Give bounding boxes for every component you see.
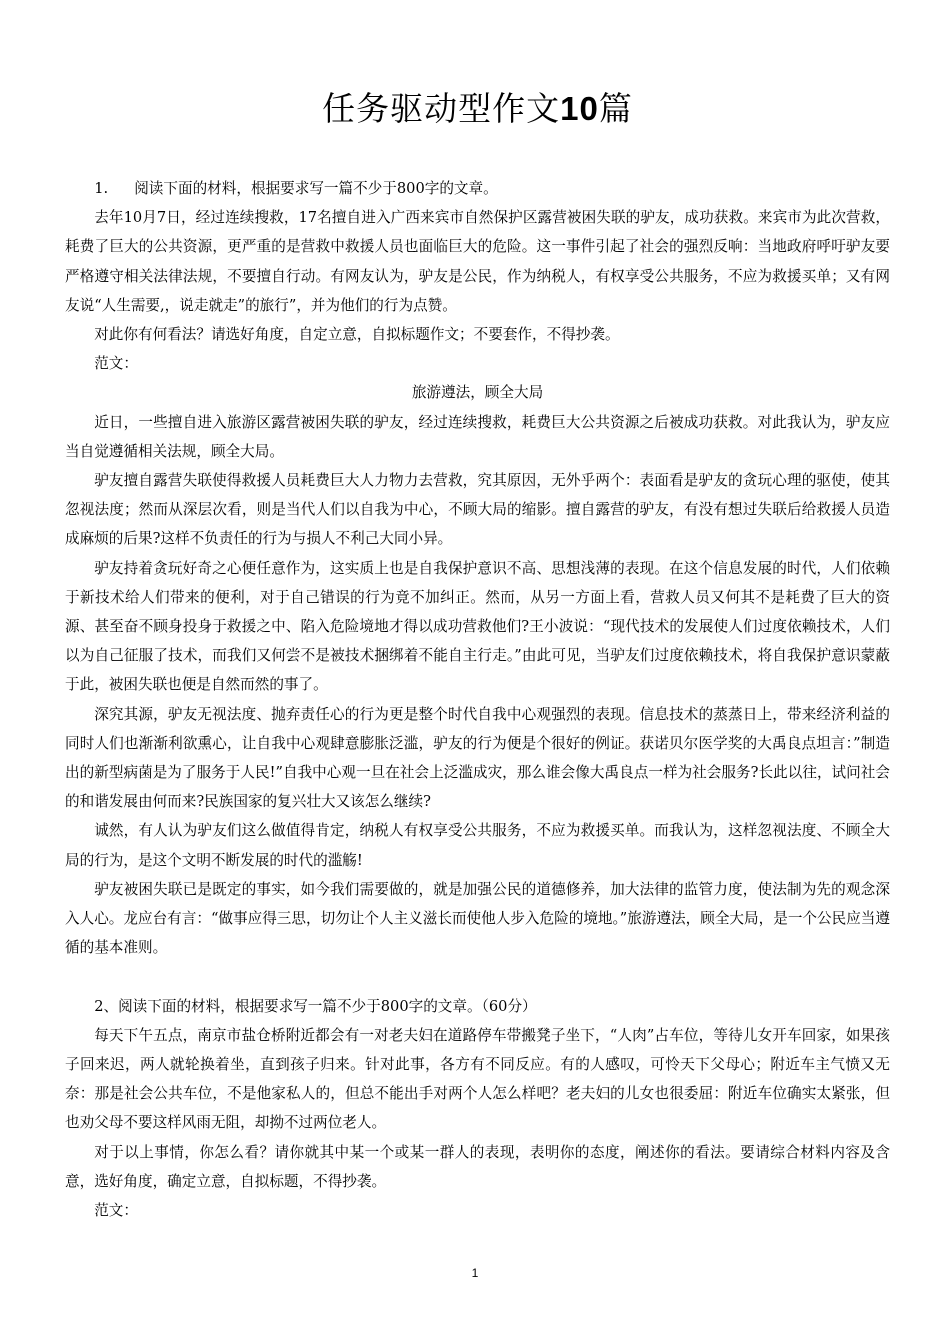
- section-spacer: [65, 962, 890, 991]
- document-title: [65, 86, 890, 132]
- sample-essay-label-2: 范文：: [94, 1202, 138, 1220]
- question-2: [65, 992, 890, 1226]
- question-2-material: 每天下午五点，南京市盐仓桥附近都会有一对老夫妇在道路停车带搬凳子坐下，“人肉”占车位，等待儿女开车回家，如果孩子回来迟，两人就轮换着坐，直到孩子归来。针对此事，各方有不同反应。有的人感叹，可怜天下父母心；附近车主气愤又无奈：那是社会公共车位，不是他家私人的，但总不能出手对两个人怎么样吧？老夫妇的儿女也很委屈：附近车位确实太紧张，但也劝父母不要这样风雨无阻，却拗不过两位老人。: [65, 1026, 890, 1132]
- question-1-material: 去年10月7日，经过连续搜救，17名擅自进入广西来宾市自然保护区露营被困失联的驴友，成功获救。来宾市为此次营救，耗费了巨大的公共资源，更严重的是营救中救援人员也面临巨大的危险。这一事件引起了社会的强烈反响：当地政府呼吁驴友要严格遵守相关法律法规，不要擅自行动。有网友认为，驴友是公民，作为纳税人，有权享受公共服务，不应为救援买单；又有网友说“人生需要,，说走就走”的旅行”，并为他们的行为点赞。: [65, 209, 890, 314]
- question-1-requirement: 对此你有何看法？请选好角度，自定立意，自拟标题作文；不要套作，不得抄袭。: [94, 326, 620, 344]
- essay-paragraph: 深究其源，驴友无视法度、抛弃责任心的行为更是整个时代自我中心观强烈的表现。信息技术的蒸蒸日上，带来经济利益的同时人们也渐渐利欲熏心，让自我中心观肆意膨胀泛滥，驴友的行为便是个很好的例证。获诺贝尔医学奖的大禹良点坦言：”制造出的新型病菌是为了服务于人民!”自我中心观一旦在社会上泛滥成灾，那么谁会像大禹良点一样为社会服务?长此以往，试问社会的和谐发展由何而来?民族国家的复兴壮大又该怎么继续?: [65, 705, 890, 811]
- question-2-prompt: 2、阅读下面的材料，根据要求写一篇不少于800字的文章。（60分）: [94, 997, 537, 1015]
- document-body: [65, 174, 890, 1225]
- title-text: 任务驱动型作文: [322, 89, 561, 128]
- page-number: 1: [471, 1266, 479, 1280]
- document-page: [65, 0, 890, 1344]
- title-suffix: 篇: [598, 89, 633, 128]
- question-1-number: 1.: [94, 180, 109, 197]
- essay-paragraph: 近日，一些擅自进入旅游区露营被困失联的驴友，经过连续搜救，耗费巨大公共资源之后被成功获救。对此我认为，驴友应当自觉遵循相关法规，顾全大局。: [65, 413, 890, 460]
- title-number: 10: [560, 90, 599, 127]
- question-1: [65, 174, 890, 962]
- essay-paragraph: 驴友擅自露营失联使得救援人员耗费巨大人力物力去营救，究其原因，无外乎两个：表面看是驴友的贪玩心理的驱使，使其忽视法度；然而从深层次看，则是当代人们以自我为中心，不顾大局的缩影。擅自露营的驴友，有没有想过失联后给救援人员造成麻烦的后果?这样不负责任的行为与损人不利己大同小异。: [65, 472, 890, 548]
- essay-paragraph: 诚然，有人认为驴友们这么做值得肯定，纳税人有权享受公共服务，不应为救援买单。而我认为，这样忽视法度、不顾全大局的行为，是这个文明不断发展的时代的滥觞!: [65, 822, 890, 869]
- essay-paragraph: 驴友持着贪玩好奇之心便任意作为，这实质上也是自我保护意识不高、思想浅薄的表现。在这个信息发展的时代，人们依赖于新技术给人们带来的便利，对于自己错误的行为竟不加纠正。然而，从另一方面上看，营救人员又何其不是耗费了巨大的资源、甚至奋不顾身投身于救援之中、陷入危险境地才得以成功营救他们?王小波说：“现代技术的发展使人们过度依赖技术，人们以为自己征服了技术，而我们又何尝不是被技术捆绑着不能自主行走。”由此可见，当驴友们过度依赖技术，将自我保护意识蒙蔽于此，被困失联也便是自然而然的事了。: [65, 559, 890, 694]
- sample-essay-label: 范文：: [94, 355, 138, 373]
- essay-paragraph: 驴友被困失联已是既定的事实，如今我们需要做的，就是加强公民的道德修养，加大法律的监管力度，使法制为先的观念深入人心。龙应台有言：“做事应得三思，切勿让个人主义滋长而使他人步入危险的境地。”旅游遵法，顾全大局，是一个公民应当遵循的基本准则。: [65, 880, 890, 957]
- question-1-prompt-text: 阅读下面的材料，根据要求写一篇不少于800字的文章。: [134, 180, 498, 197]
- question-1-prompt: [65, 174, 890, 203]
- sample-essay-title: 旅游遵法，顾全大局: [411, 384, 544, 402]
- question-2-requirement: 对于以上事情，你怎么看？请你就其中某一个或某一群人的表现，表明你的态度，阐述你的看法。要请综合材料内容及含意，选好角度，确定立意，自拟标题，不得抄袭。: [65, 1143, 890, 1190]
